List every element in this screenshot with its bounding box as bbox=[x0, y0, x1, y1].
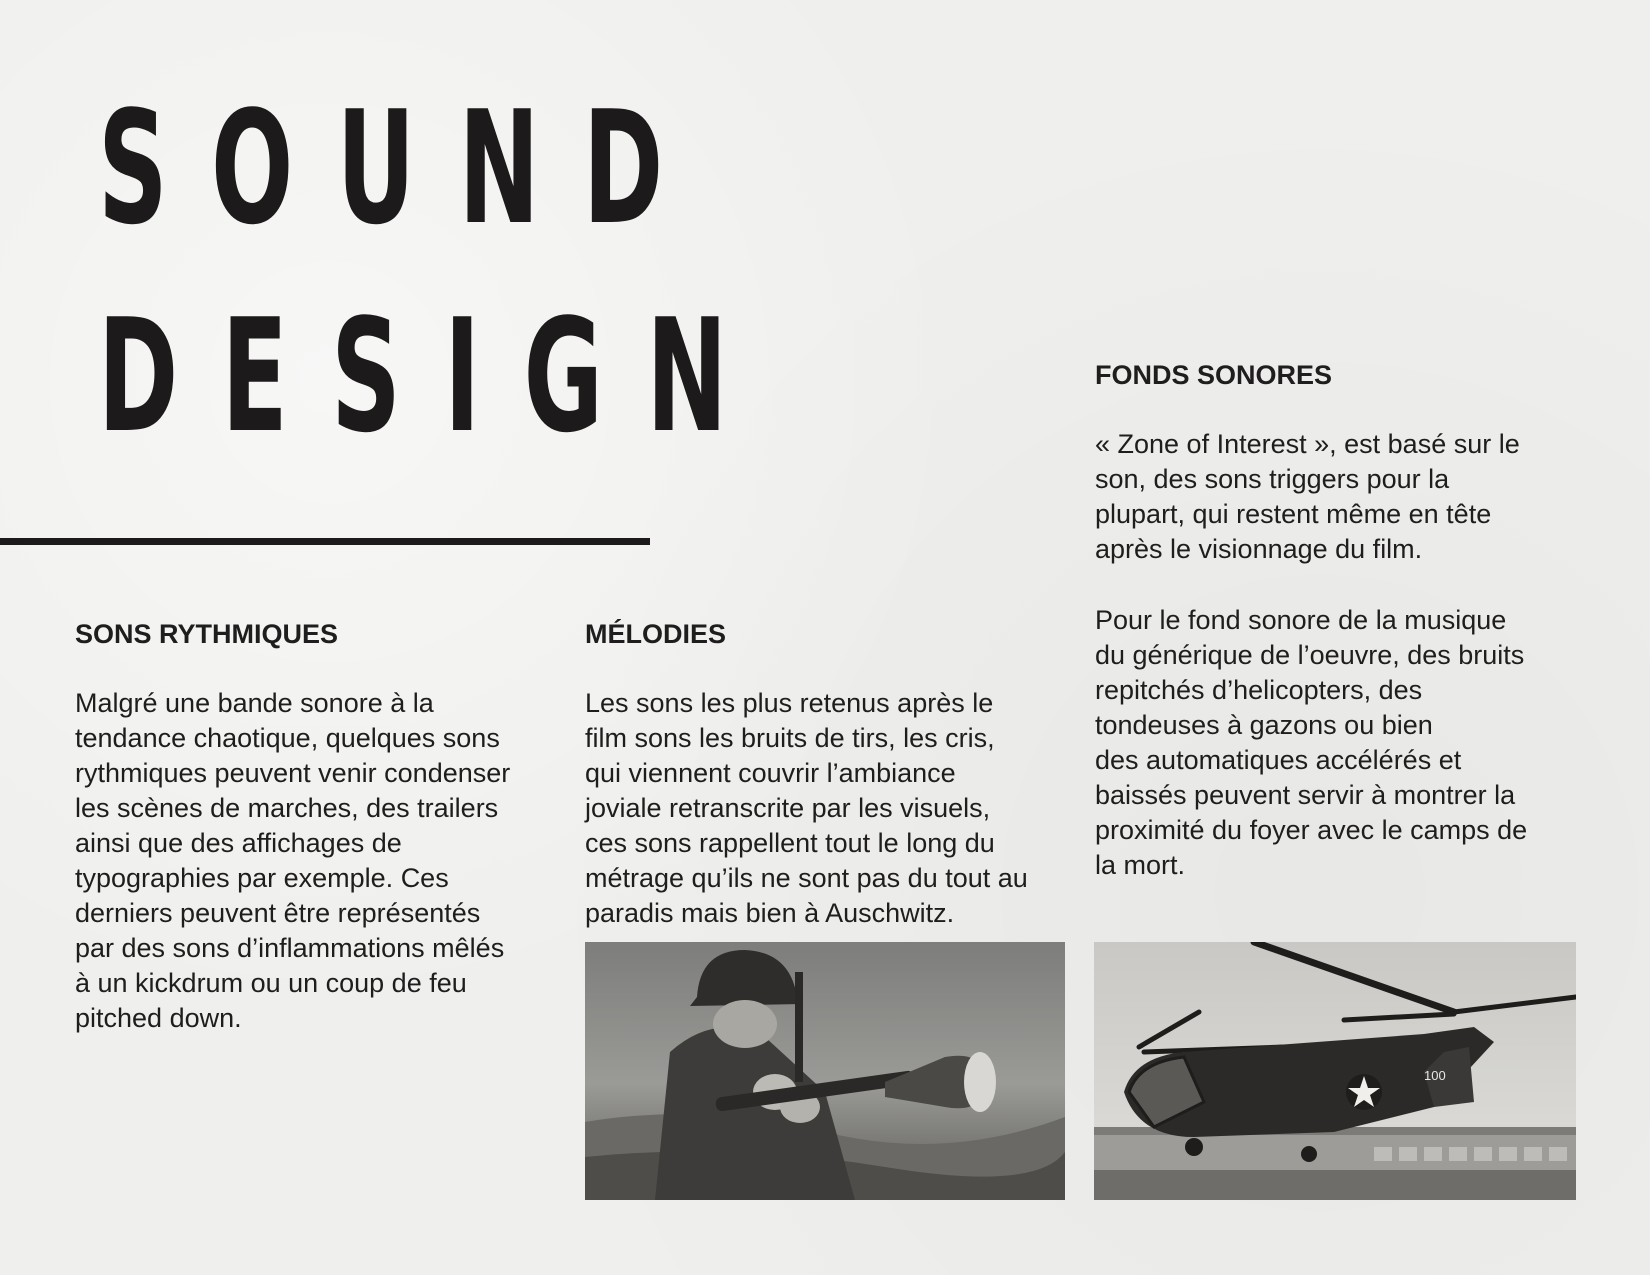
divider-rule bbox=[0, 538, 650, 545]
soldier-photo bbox=[585, 942, 1065, 1200]
text-melodies: Les sons les plus retenus après le film sons les bruits de tirs, les cris, qui viennent couvrir l’ambiance joviale retranscrite par les visuels, ces sons rappellent tout le long du métrage qu’ils ne sont pas du tout au paradis mais bien à Auschwitz. bbox=[585, 688, 1028, 928]
helicopter-marking: 100 bbox=[1424, 1068, 1446, 1083]
text-fonds-sonores-intro: « Zone of Interest », est basé sur le son, des sons triggers pour la plupart, qui restent même en tête après le visionnage du film. bbox=[1095, 429, 1520, 564]
heading-fonds-sonores: FONDS SONORES bbox=[1095, 360, 1333, 390]
text-fonds-sonores-detail: Pour le fond sonore de la musique du générique de l’oeuvre, des bruits repitchés d’helicopters, des tondeuses à gazons ou bien des automatiques accélérés et baissés peuvent servir à montrer la proximité du foyer avec le camps de la mort. bbox=[1095, 605, 1528, 880]
helicopter-photo bbox=[1094, 942, 1576, 1200]
heading-melodies: MÉLODIES bbox=[585, 619, 727, 649]
heading-sons-rythmiques: SONS RYTHMIQUES bbox=[75, 619, 339, 649]
title-line-sound: SOUND bbox=[98, 77, 707, 259]
text-sons-rythmiques: Malgré une bande sonore à la tendance chaotique, quelques sons rythmiques peuvent venir condenser les scènes de marches, des trailers ainsi que des affichages de typographies par exemple. Ces derniers peuvent être représentés par des sons d’inflammations mêlés à un kickdrum ou un coup de feu pitched down. bbox=[75, 688, 511, 1033]
title-line-design: DESIGN bbox=[98, 285, 771, 467]
